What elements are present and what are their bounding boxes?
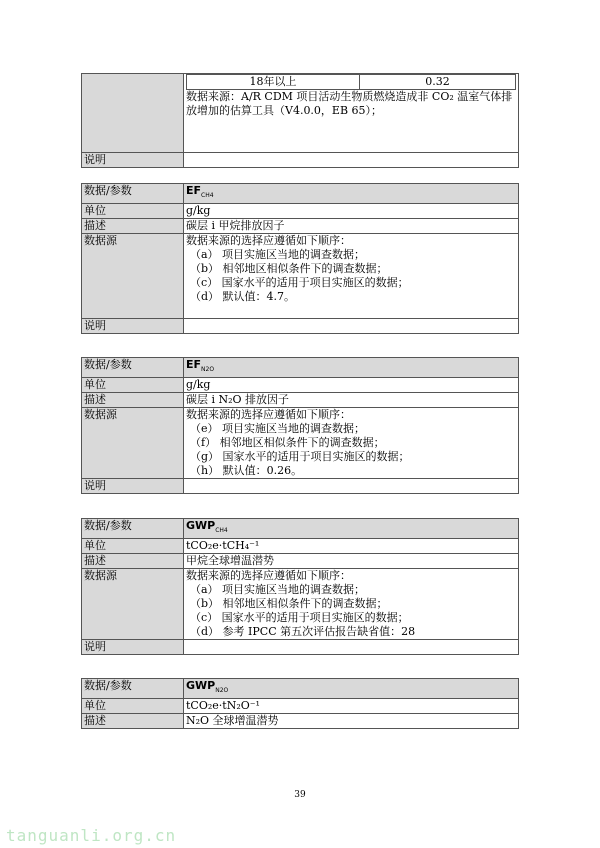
source-option: （a） 项目实施区当地的调查数据； (190, 583, 366, 597)
source-label: 数据源 (82, 408, 184, 479)
unit-value: tCO₂e·tN₂O⁻¹ (184, 699, 519, 714)
desc-value: N₂O 全球增温潜势 (184, 714, 519, 729)
note-label: 说明 (82, 153, 184, 168)
page-number: 39 (294, 790, 306, 800)
table-default-values-continued (81, 73, 519, 168)
label-cell-empty (82, 74, 184, 153)
unit-label: 单位 (82, 539, 184, 554)
note-value (184, 319, 519, 334)
param-symbol: $GWP_{N2O}$ (184, 679, 519, 699)
unit-value: g/kg (184, 378, 519, 393)
note-label: 说明 (82, 319, 184, 334)
source-cell (184, 74, 519, 153)
source-value (184, 408, 519, 479)
param-label: 数据/参数 (82, 358, 184, 378)
source-label: 数据源 (82, 234, 184, 319)
note-value (184, 640, 519, 655)
param-label: 数据/参数 (82, 184, 184, 204)
table-gwp-n2o (81, 678, 519, 729)
note-value (184, 153, 519, 168)
age-cell: 18年以上 (187, 75, 360, 90)
value-cell: 0.32 (360, 75, 516, 90)
source-option: （b） 相邻地区相似条件下的调查数据； (190, 262, 388, 276)
unit-value: tCO₂e·tCH₄⁻¹ (184, 539, 519, 554)
unit-value: g/kg (184, 204, 519, 219)
source-option: （h） 默认值：0.26。 (190, 464, 303, 478)
desc-label: 描述 (82, 393, 184, 408)
desc-value: 碳层 i N₂O 排放因子 (184, 393, 519, 408)
source-option: （c） 国家水平的适用于项目实施区的数据； (190, 611, 409, 625)
source-label: 数据源 (82, 569, 184, 640)
watermark-text: tanguanli.org.cn (6, 826, 177, 845)
table-ef-ch4 (81, 183, 519, 334)
age-value-table (186, 74, 516, 90)
param-label: 数据/参数 (82, 679, 184, 699)
param-symbol: $EF_{CH4}$ (184, 184, 519, 204)
table-gwp-ch4 (81, 518, 519, 655)
source-option: （a） 项目实施区当地的调查数据； (190, 248, 366, 262)
source-option: （g） 国家水平的适用于项目实施区的数据； (190, 450, 410, 464)
source-text: 数据来源：A/R CDM 项目活动生物质燃烧造成非 CO₂ 温室气体排放增加的估算工具（V4.0.0，EB 65）； (186, 90, 513, 117)
source-option: （d） 参考 IPCC 第五次评估报告缺省值：28 (190, 625, 416, 639)
source-option: （c） 国家水平的适用于项目实施区的数据； (190, 276, 409, 290)
unit-label: 单位 (82, 699, 184, 714)
unit-label: 单位 (82, 204, 184, 219)
desc-value: 碳层 i 甲烷排放因子 (184, 219, 519, 234)
desc-value: 甲烷全球增温潜势 (184, 554, 519, 569)
source-value (184, 234, 519, 319)
desc-label: 描述 (82, 219, 184, 234)
desc-label: 描述 (82, 554, 184, 569)
source-option: （f） 相邻地区相似条件下的调查数据； (190, 436, 385, 450)
source-intro: 数据来源的选择应遵循如下顺序： (186, 408, 351, 422)
param-label: 数据/参数 (82, 519, 184, 539)
param-symbol: $EF_{N2O}$ (184, 358, 519, 378)
desc-label: 描述 (82, 714, 184, 729)
unit-label: 单位 (82, 378, 184, 393)
source-intro: 数据来源的选择应遵循如下顺序： (186, 569, 351, 583)
source-intro: 数据来源的选择应遵循如下顺序： (186, 234, 351, 248)
param-symbol: $GWP_{CH4}$ (184, 519, 519, 539)
note-value (184, 479, 519, 494)
note-label: 说明 (82, 479, 184, 494)
source-option: （e） 项目实施区当地的调查数据； (190, 422, 366, 436)
table-ef-n2o (81, 357, 519, 494)
source-option: （d） 默认值：4.7。 (190, 290, 296, 304)
source-value (184, 569, 519, 640)
source-option: （b） 相邻地区相似条件下的调查数据； (190, 597, 388, 611)
note-label: 说明 (82, 640, 184, 655)
